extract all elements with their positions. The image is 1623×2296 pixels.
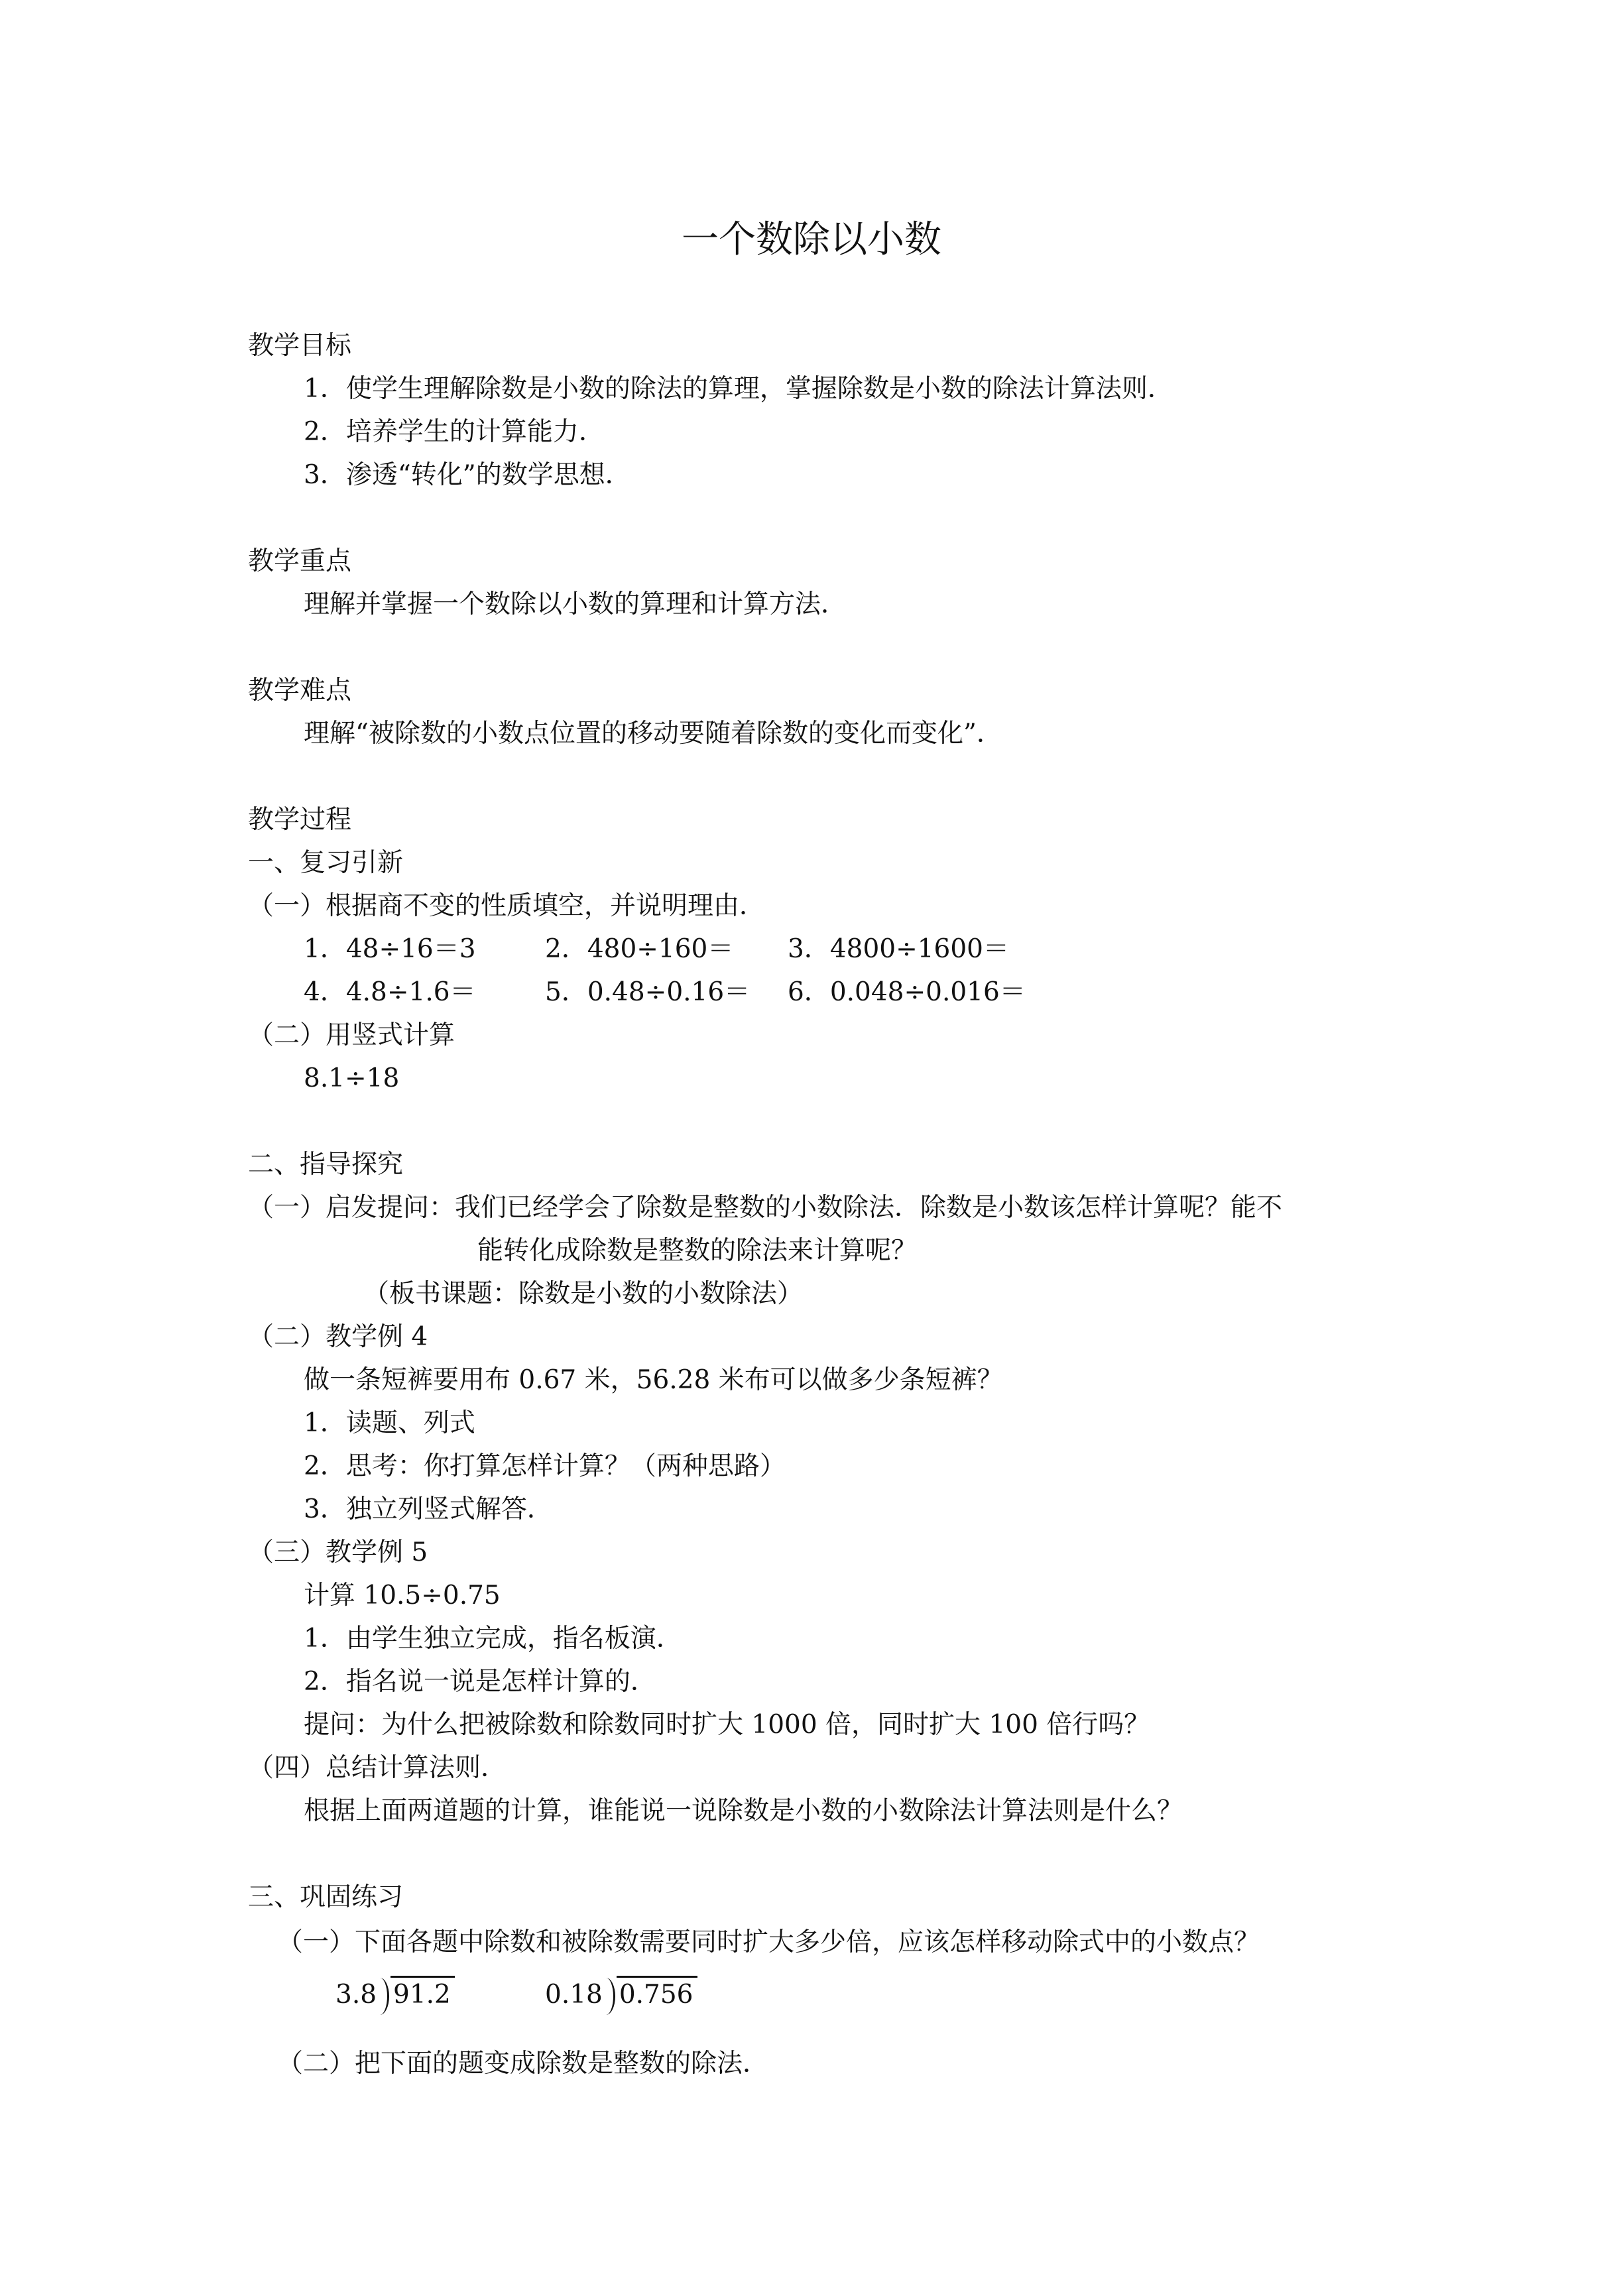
exercise-item: 6．0.048÷0.016＝ [788,977,1026,1007]
example4-heading: （二）教学例 4 [248,1322,428,1352]
example5-heading: （三）教学例 5 [248,1538,428,1567]
part3-heading: 三、巩固练习 [248,1882,404,1912]
page-title: 一个数除以小数 [682,218,941,261]
example4-step: 3．独立列竖式解答． [304,1494,553,1524]
example5-question: 提问：为什么把被除数和除数同时扩大 1000 倍，同时扩大 100 倍行吗？ [304,1710,1150,1740]
objective-item: 1．使学生理解除数是小数的除法的算理，掌握除数是小数的除法计算法则． [304,374,1173,404]
long-division-2 [545,1975,697,2015]
part1-heading: 一、复习引新 [248,848,404,878]
part3-sub1: （一）下面各题中除数和被除数需要同时扩大多少倍，应该怎样移动除式中的小数点？ [277,1927,1260,1957]
divisor: 0.18 [545,1980,603,2010]
dividend: 91.2 [391,1976,455,2012]
process-heading: 教学过程 [248,805,352,835]
exercise-item: 2．480÷160＝ [545,934,734,964]
part1-calc: 8.1÷18 [304,1063,400,1093]
exercise-item: 1．48÷16＝3 [304,934,476,964]
part1-sub1: （一）根据商不变的性质填空，并说明理由． [248,891,766,921]
division-bracket [378,1978,389,2015]
example5-problem: 计算 10.5÷0.75 [304,1581,501,1610]
key-points-text: 理解并掌握一个数除以小数的算理和计算方法． [304,589,847,619]
example5-step: 2．指名说一说是怎样计算的． [304,1667,656,1697]
exercise-item: 3．4800÷1600＝ [788,934,1009,964]
exercise-item: 4．4.8÷1.6＝ [304,977,476,1007]
objective-item: 2．培养学生的计算能力． [304,417,605,447]
key-points-heading: 教学重点 [248,546,352,576]
part3-sub2: （二）把下面的题变成除数是整数的除法． [277,2049,769,2079]
long-division-1 [335,1975,455,2015]
difficulties-text: 理解“被除数的小数点位置的移动要随着除数的变化而变化”． [304,719,1002,749]
dividend: 0.756 [617,1976,697,2012]
part2-question-line1: （一）启发提问：我们已经学会了除数是整数的小数除法．除数是小数该怎样计算呢？能不 [248,1193,1283,1223]
part2-board-note: （板书课题：除数是小数的小数除法） [363,1279,804,1309]
division-bracket [604,1978,615,2015]
example4-step: 1．读题、列式 [304,1408,475,1438]
objectives-heading: 教学目标 [248,331,352,361]
part2-question-line2: 能转化成除数是整数的除法来计算呢？ [477,1236,918,1266]
part1-sub2: （二）用竖式计算 [248,1020,455,1050]
example5-step: 1．由学生独立完成，指名板演． [304,1624,682,1654]
summary-heading: （四）总结计算法则． [248,1753,507,1783]
example4-step: 2．思考：你打算怎样计算？（两种思路） [304,1451,786,1481]
summary-text: 根据上面两道题的计算，谁能说一说除数是小数的小数除法计算法则是什么？ [304,1796,1183,1826]
difficulties-heading: 教学难点 [248,676,352,705]
part2-heading: 二、指导探究 [248,1150,404,1179]
exercise-item: 5．0.48÷0.16＝ [545,977,751,1007]
divisor: 3.8 [335,1980,377,2010]
objective-item: 3．渗透“转化”的数学思想． [304,460,631,490]
example4-problem: 做一条短裤要用布 0.67 米，56.28 米布可以做多少条短裤？ [304,1365,1003,1395]
